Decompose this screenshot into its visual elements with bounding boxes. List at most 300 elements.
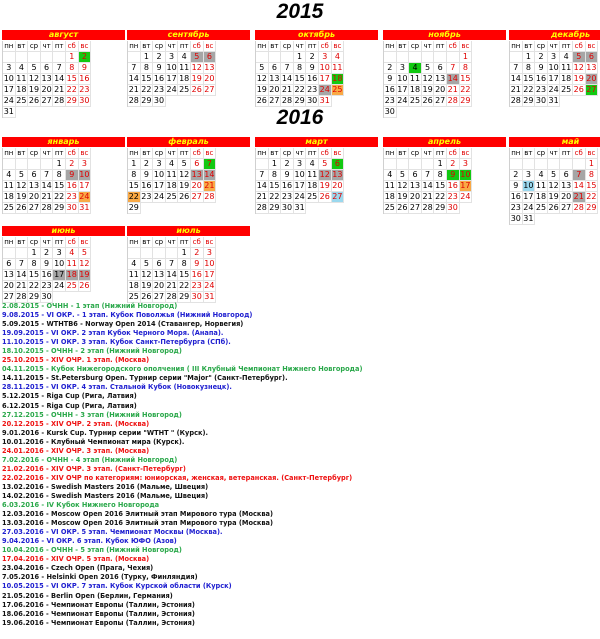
day-cell: 8 [178, 259, 191, 270]
day-cell: 6 [28, 170, 41, 181]
empty-cell [409, 159, 422, 170]
day-cell: 22 [294, 85, 305, 94]
day-cell: 11 [561, 63, 572, 72]
day-cell: 17 [204, 270, 215, 279]
day-cell: 11 [409, 74, 421, 83]
day-cell: 8 [141, 63, 154, 74]
month-calendar [255, 137, 378, 214]
empty-cell [153, 248, 166, 259]
day-cell: 25 [166, 192, 177, 201]
day-cell: 9 [191, 259, 204, 270]
empty-cell [523, 159, 536, 170]
day-cell: 23 [281, 192, 293, 201]
day-cell: 21 [41, 192, 52, 201]
day-cell: 29 [128, 203, 139, 212]
day-cell: 28 [204, 192, 215, 201]
day-cell: 27 [3, 292, 14, 301]
weekday-header: сб [66, 148, 79, 159]
empty-cell [560, 159, 573, 170]
day-cell: 15 [141, 74, 152, 83]
empty-cell [16, 52, 29, 63]
event-line: 18.10.2015 - ОЧНН - 2 этап (Нижний Новгород) [2, 347, 182, 356]
day-cell: 2 [41, 248, 54, 259]
weekday-header: пн [384, 41, 397, 52]
day-cell: 29 [294, 96, 305, 105]
weekday-header: ср [28, 237, 41, 248]
weekday-header: чт [166, 41, 179, 52]
day-cell: 15 [66, 74, 77, 83]
event-line: 12.03.2016 - Moscow Open 2016 Элитный этап Мирового тура (Москва) [2, 510, 274, 519]
empty-cell [384, 52, 397, 63]
weekday-header: сб [447, 148, 460, 159]
day-cell: 25 [535, 203, 547, 212]
day-cell: 7 [447, 63, 460, 74]
day-cell: 3 [523, 170, 536, 181]
weekday-header: пт [306, 148, 319, 159]
weekday-header: вс [586, 41, 599, 52]
event-line: 27.03.2016 - VI ОКР. 5 этап. Чемпионат Москвы (Москва). [2, 528, 223, 537]
day-cell: 10 [294, 170, 305, 179]
day-cell: 2 [306, 52, 319, 63]
event-line: 19.09.2015 - VI ОКР. 2 этап Кубок Черного Моря. (Анапа). [2, 329, 224, 338]
day-cell: 31 [319, 96, 330, 105]
month-grid [383, 148, 506, 214]
day-cell: 31 [294, 203, 305, 212]
weekday-header: чт [422, 148, 435, 159]
day-cell: 20 [28, 192, 40, 201]
day-cell: 28 [281, 96, 293, 105]
weekday-header: вт [269, 41, 282, 52]
day-cell: 21 [204, 181, 215, 190]
event-line: 27.12.2015 - ОЧНН - 3 этап (Нижний Новгород) [2, 410, 182, 419]
day-cell: 20 [435, 85, 446, 94]
day-cell: 1 [66, 52, 79, 63]
day-cell: 6 [434, 63, 447, 74]
day-cell: 7 [128, 63, 141, 74]
day-cell: 30 [191, 292, 202, 301]
day-cell: 24 [79, 192, 90, 201]
month-calendar [383, 137, 506, 214]
event-line: 7.02.2016 - ОЧНН - 4 этап (Нижний Новгород) [2, 455, 178, 464]
weekday-header: вт [523, 148, 536, 159]
day-cell: 23 [307, 85, 318, 94]
month-grid [127, 237, 250, 303]
day-cell: 14 [128, 74, 139, 83]
day-cell: 18 [307, 181, 318, 190]
weekday-header: сб [66, 237, 79, 248]
day-cell: 18 [166, 181, 177, 190]
day-cell: 2 [535, 52, 548, 63]
day-cell: 20 [332, 181, 343, 190]
day-cell: 3 [460, 159, 473, 170]
day-cell: 1 [294, 52, 307, 63]
day-cell: 22 [28, 281, 40, 290]
day-cell: 20 [586, 74, 597, 83]
day-cell: 17 [3, 85, 14, 94]
day-cell: 30 [153, 96, 165, 105]
day-cell: 14 [510, 74, 521, 83]
day-cell: 18 [16, 85, 27, 94]
day-cell: 12 [179, 170, 190, 179]
weekday-header: вт [141, 148, 154, 159]
day-cell: 26 [573, 85, 584, 94]
day-cell: 13 [3, 270, 14, 279]
day-cell: 28 [54, 96, 65, 105]
weekday-header: чт [422, 41, 435, 52]
month-name: апрель [383, 137, 506, 147]
day-cell: 16 [535, 74, 547, 83]
day-cell: 29 [54, 203, 65, 212]
day-cell: 13 [41, 74, 52, 83]
day-cell: 25 [16, 96, 27, 105]
day-cell: 15 [54, 181, 65, 190]
day-cell: 4 [16, 63, 29, 74]
day-cell: 29 [269, 203, 280, 212]
day-cell: 8 [586, 170, 599, 181]
day-cell: 28 [128, 96, 139, 105]
empty-cell [281, 52, 294, 63]
weekday-header: пт [434, 41, 447, 52]
day-cell: 23 [510, 203, 521, 212]
month-calendar [2, 137, 125, 214]
weekday-header: пн [128, 41, 141, 52]
day-cell: 2 [384, 63, 397, 74]
empty-cell [510, 52, 523, 63]
weekday-header: вс [460, 148, 473, 159]
empty-cell [41, 52, 54, 63]
weekday-header: вт [16, 148, 29, 159]
day-cell: 27 [28, 203, 40, 212]
day-cell: 6 [204, 52, 217, 63]
day-cell: 1 [178, 248, 191, 259]
day-cell: 24 [54, 281, 65, 290]
day-cell: 17 [397, 85, 408, 94]
day-cell: 26 [141, 292, 152, 301]
empty-cell [397, 159, 410, 170]
day-cell: 15 [28, 270, 40, 279]
day-cell: 24 [397, 96, 408, 105]
event-line: 10.04.2016 - ОЧНН - 5 этап (Нижний Новгород) [2, 546, 182, 555]
event-line: 14.02.2016 - Swedish Masters 2016 (Мальме, Швеция) [2, 491, 209, 500]
day-cell: 12 [28, 74, 40, 83]
day-cell: 11 [179, 63, 190, 72]
day-cell: 14 [573, 181, 584, 190]
day-cell: 10 [166, 63, 177, 72]
day-cell: 14 [204, 170, 215, 179]
day-cell: 1 [128, 159, 141, 170]
day-cell: 26 [256, 96, 267, 105]
weekday-header: вт [141, 41, 154, 52]
month-name: февраль [127, 137, 250, 147]
day-cell: 6 [332, 159, 345, 170]
empty-cell [128, 52, 141, 63]
day-cell: 4 [166, 159, 179, 170]
day-cell: 24 [294, 192, 305, 201]
day-cell: 10 [397, 74, 408, 83]
day-cell: 29 [28, 292, 40, 301]
day-cell: 12 [548, 181, 559, 190]
weekday-header: пн [510, 148, 523, 159]
empty-cell [166, 248, 179, 259]
weekday-header: ср [281, 41, 294, 52]
day-cell: 14 [422, 181, 433, 190]
event-line: 17.04.2016 - XIV ОЧР. 5 этап. (Москва) [2, 555, 150, 564]
day-cell: 19 [79, 270, 90, 279]
day-cell: 23 [191, 281, 202, 290]
empty-cell [422, 52, 435, 63]
day-cell: 3 [166, 52, 179, 63]
day-cell: 25 [66, 281, 77, 290]
day-cell: 21 [281, 85, 293, 94]
day-cell: 5 [573, 52, 586, 63]
empty-cell [256, 159, 269, 170]
day-cell: 20 [41, 85, 52, 94]
day-cell: 22 [179, 281, 190, 290]
day-cell: 21 [510, 85, 521, 94]
day-cell: 5 [16, 170, 29, 181]
weekday-header: чт [41, 237, 54, 248]
event-line: 14.11.2015 - St.Petersburg Open. Турнир серии "Major" (Санкт-Петербург). [2, 374, 288, 383]
empty-cell [128, 248, 141, 259]
day-cell: 16 [191, 270, 202, 279]
day-cell: 3 [548, 52, 561, 63]
day-cell: 4 [332, 52, 345, 63]
day-cell: 29 [179, 292, 190, 301]
event-line: 6.03.2016 - IV Кубок Нижнего Новгорода [2, 501, 160, 510]
day-cell: 26 [179, 192, 190, 201]
day-cell: 1 [269, 159, 282, 170]
weekday-header: ср [153, 148, 166, 159]
day-cell: 30 [510, 214, 521, 223]
day-cell: 12 [141, 270, 152, 279]
empty-cell [548, 159, 561, 170]
day-cell: 9 [153, 63, 166, 74]
day-cell: 11 [166, 170, 177, 179]
empty-cell [3, 52, 16, 63]
day-cell: 31 [548, 96, 559, 105]
weekday-header: пн [384, 148, 397, 159]
weekday-header: ср [535, 148, 548, 159]
day-cell: 23 [535, 85, 547, 94]
day-cell: 27 [204, 85, 215, 94]
day-cell: 26 [548, 203, 559, 212]
day-cell: 5 [79, 248, 92, 259]
day-cell: 11 [332, 63, 343, 72]
day-cell: 8 [128, 170, 141, 181]
day-cell: 14 [166, 270, 177, 279]
day-cell: 17 [548, 74, 559, 83]
weekday-header: пт [560, 41, 573, 52]
day-cell: 10 [3, 74, 14, 83]
day-cell: 5 [422, 63, 435, 74]
day-cell: 15 [294, 74, 305, 83]
day-cell: 15 [128, 181, 139, 190]
day-cell: 22 [66, 85, 77, 94]
day-cell: 16 [79, 74, 90, 83]
month-calendar [255, 30, 378, 107]
day-cell: 22 [435, 192, 446, 201]
day-cell: 31 [523, 214, 534, 223]
weekday-header: пт [53, 237, 66, 248]
day-cell: 22 [141, 85, 152, 94]
day-cell: 30 [447, 203, 458, 212]
day-cell: 25 [3, 203, 14, 212]
event-line: 22.02.2016 - XIV ОЧР по категориям: юниорская, женская, ветеранская. (Санкт-Петербург) [2, 473, 353, 482]
day-cell: 2 [66, 159, 79, 170]
weekday-header: пт [434, 148, 447, 159]
day-cell: 25 [179, 85, 190, 94]
event-line: 25.10.2015 - XIV ОЧР. 1 этап. (Москва) [2, 356, 150, 365]
day-cell: 11 [535, 181, 547, 190]
weekday-header: вт [523, 41, 536, 52]
weekday-header: пн [3, 237, 16, 248]
day-cell: 16 [41, 270, 52, 279]
day-cell: 9 [535, 63, 548, 74]
day-cell: 12 [397, 181, 408, 190]
day-cell: 5 [28, 63, 41, 74]
event-line: 6.12.2015 - Riga Cup (Рига, Латвия) [2, 401, 137, 410]
day-cell: 30 [535, 96, 547, 105]
day-cell: 25 [307, 192, 318, 201]
month-calendar [509, 30, 600, 107]
weekday-header: сб [573, 148, 586, 159]
weekday-header: пн [256, 148, 269, 159]
weekday-header: вт [397, 41, 410, 52]
day-cell: 19 [141, 281, 152, 290]
month-grid [2, 237, 125, 303]
empty-cell [409, 52, 422, 63]
empty-cell [510, 159, 523, 170]
day-cell: 11 [384, 181, 395, 190]
day-cell: 7 [204, 159, 217, 170]
day-cell: 7 [53, 63, 66, 74]
day-cell: 13 [153, 270, 165, 279]
weekday-header: ср [153, 237, 166, 248]
weekday-header: вс [79, 148, 92, 159]
day-cell: 18 [128, 281, 139, 290]
weekday-header: ср [28, 41, 41, 52]
event-line: 7.05.2016 - Helsinki Open 2016 (Турку, Финляндия) [2, 573, 198, 582]
day-cell: 16 [141, 181, 152, 190]
weekday-header: сб [319, 41, 332, 52]
weekday-header: сб [66, 41, 79, 52]
day-cell: 22 [586, 192, 597, 201]
day-cell: 26 [191, 85, 202, 94]
day-cell: 8 [294, 63, 307, 74]
day-cell: 21 [422, 192, 433, 201]
day-cell: 8 [269, 170, 282, 181]
event-line: 13.02.2016 - Swedish Masters 2016 (Мальме, Швеция) [2, 482, 209, 491]
day-cell: 8 [434, 170, 447, 181]
weekday-header: чт [41, 148, 54, 159]
event-line: 19.06.2016 - Чемпионат Европы (Таллин, Эстония) [2, 618, 195, 627]
empty-cell [141, 248, 154, 259]
event-line: 17.06.2016 - Чемпионат Европы (Таллин, Эстония) [2, 600, 195, 609]
day-cell: 5 [548, 170, 561, 181]
day-cell: 21 [573, 192, 584, 201]
day-cell: 18 [179, 74, 190, 83]
day-cell: 4 [535, 170, 548, 181]
day-cell: 9 [510, 181, 523, 192]
day-cell: 21 [166, 281, 177, 290]
month-name: сентябрь [127, 30, 250, 40]
day-cell: 22 [460, 85, 471, 94]
day-cell: 4 [409, 63, 422, 74]
day-cell: 9 [79, 63, 92, 74]
weekday-header: чт [548, 41, 561, 52]
day-cell: 24 [548, 85, 559, 94]
day-cell: 8 [53, 170, 66, 181]
day-cell: 23 [66, 192, 77, 201]
weekday-header: ср [535, 41, 548, 52]
day-cell: 5 [141, 259, 154, 270]
day-cell: 12 [256, 74, 267, 83]
day-cell: 21 [128, 85, 139, 94]
day-cell: 20 [3, 281, 14, 290]
day-cell: 19 [16, 192, 27, 201]
month-calendar [127, 30, 250, 107]
day-cell: 8 [28, 259, 41, 270]
day-cell: 27 [435, 96, 446, 105]
month-name: август [2, 30, 125, 40]
day-cell: 2 [281, 159, 294, 170]
weekday-header: пт [53, 148, 66, 159]
day-cell: 7 [166, 259, 179, 270]
empty-cell [28, 159, 41, 170]
day-cell: 5 [178, 159, 191, 170]
day-cell: 28 [256, 203, 267, 212]
month-calendar [2, 30, 125, 118]
day-cell: 4 [66, 248, 79, 259]
month-name: декабрь [509, 30, 600, 40]
day-cell: 6 [41, 63, 54, 74]
month-calendar [2, 226, 125, 303]
day-cell: 6 [409, 170, 422, 181]
month-name: январь [2, 137, 125, 147]
day-cell: 17 [166, 74, 177, 83]
day-cell: 14 [41, 181, 52, 190]
day-cell: 10 [548, 63, 559, 72]
day-cell: 2 [447, 159, 460, 170]
day-cell: 26 [79, 281, 90, 290]
day-cell: 2 [141, 159, 154, 170]
day-cell: 24 [204, 281, 215, 290]
day-cell: 16 [510, 192, 521, 201]
day-cell: 29 [460, 96, 471, 105]
day-cell: 18 [535, 192, 547, 201]
event-line: 9.08.2015 - VI ОКР. - 1 этап. Кубок Поволжья (Нижний Новгород) [2, 311, 253, 320]
day-cell: 15 [586, 181, 597, 190]
event-line: 21.05.2016 - Berlin Open (Берлин, Германия) [2, 591, 173, 600]
day-cell: 29 [66, 96, 77, 105]
empty-cell [422, 159, 435, 170]
empty-cell [434, 52, 447, 63]
day-cell: 20 [269, 85, 280, 94]
day-cell: 27 [191, 192, 202, 201]
day-cell: 2 [191, 248, 204, 259]
day-cell: 23 [79, 85, 90, 94]
day-cell: 3 [79, 159, 92, 170]
weekday-header: вт [269, 148, 282, 159]
day-cell: 13 [561, 181, 572, 190]
day-cell: 15 [435, 181, 446, 190]
weekday-header: пн [128, 148, 141, 159]
weekday-header: пн [256, 41, 269, 52]
day-cell: 13 [586, 63, 597, 72]
day-cell: 25 [128, 292, 139, 301]
day-cell: 10 [523, 181, 534, 190]
day-cell: 29 [586, 203, 597, 212]
